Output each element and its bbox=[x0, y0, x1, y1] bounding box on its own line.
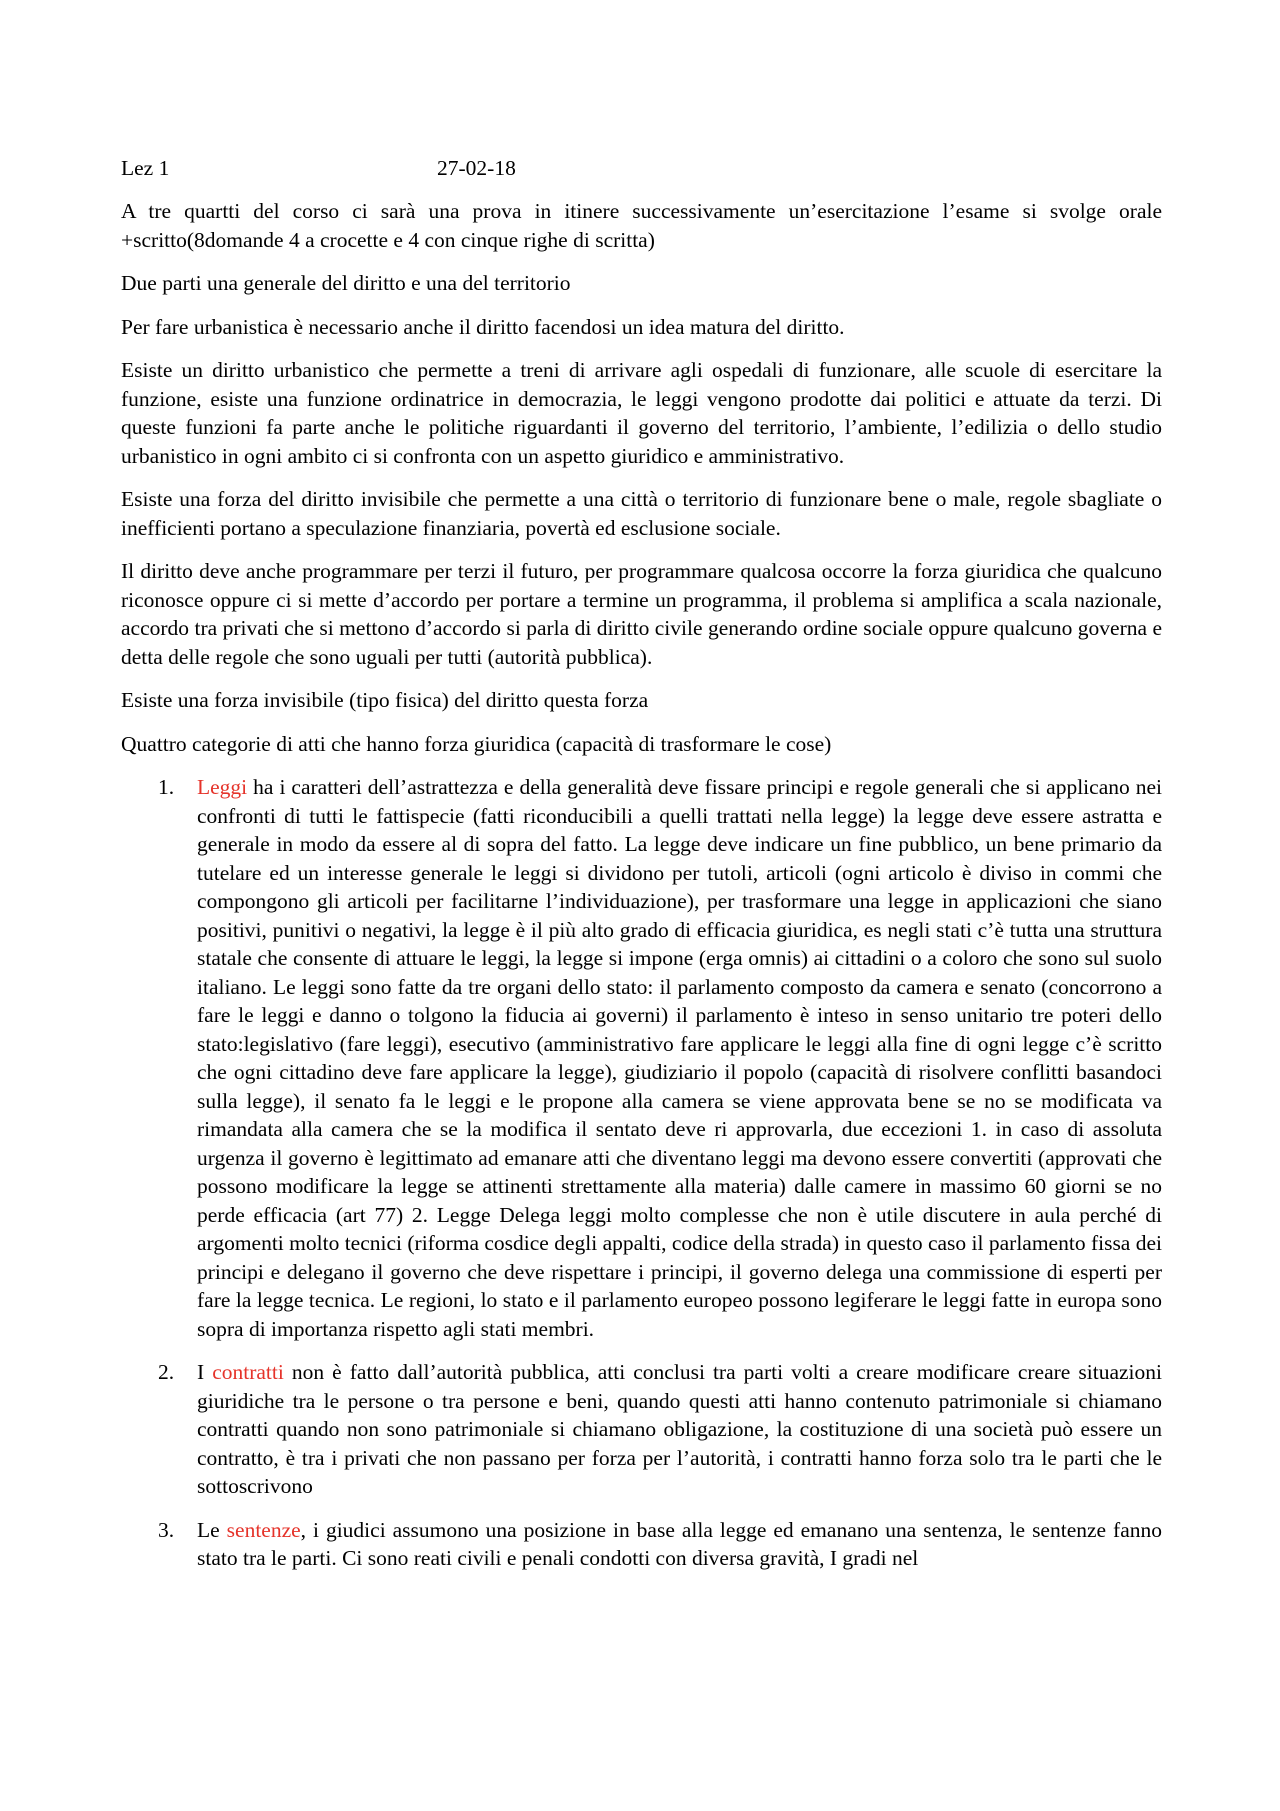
lesson-date: 27-02-18 bbox=[437, 156, 516, 180]
categories-list bbox=[121, 773, 1162, 1573]
list-item-leggi bbox=[121, 773, 1162, 1343]
document-body bbox=[121, 154, 1162, 1573]
list-item-contratti bbox=[121, 1358, 1162, 1501]
highlighted-term-contratti: contratti bbox=[212, 1360, 284, 1384]
paragraph-programmare: Il diritto deve anche programmare per terzi il futuro, per programmare qualcosa occorre la forza giuridica che qualcuno riconosce oppure ci si mette d’accordo per portare a termine un programma, il problema si amplifica a scala nazionale, accordo tra privati che si mettono d’accordo si parla di diritto civile generando ordine sociale oppure qualcuno governa e detta delle regole che sono uguali per tutti (autorità pubblica). bbox=[121, 559, 1162, 669]
lesson-header bbox=[121, 154, 1162, 182]
list-number: 3. bbox=[158, 1517, 175, 1542]
list-number: 2. bbox=[158, 1360, 175, 1384]
paragraph-forza-invisibile: Esiste una forza del diritto invisibile che permette a una città o territorio di funzionare bene o male, regole sbagliate o inefficienti portano a speculazione finanziaria, povertà ed esclusione sociale. bbox=[121, 487, 1162, 540]
list-item-text: non è fatto dall’autorità pubblica, atti conclusi tra parti volti a creare modificare creare situazioni giuridiche tra le persone o tra persone e beni, quando questi atti hanno contenuto patrimoniale si chiamano contratti quando non sono patrimoniale si chiamano obligazione, la costituzione di una società può essere un contratto, è tra i privati che non passano per forza per l’autorità, i contratti hanno forza solo tra le parti che le sottoscrivono bbox=[197, 1360, 1162, 1498]
list-item-prefix: I bbox=[197, 1360, 213, 1384]
list-number: 1. bbox=[158, 775, 175, 799]
paragraph-quattro-categorie: Quattro categorie di atti che hanno forza giuridica (capacità di trasformare le cose) bbox=[121, 731, 832, 756]
paragraph-forza-fisica: Esiste una forza invisibile (tipo fisica) del diritto questa forza bbox=[121, 688, 649, 712]
list-item-prefix: Le bbox=[197, 1517, 227, 1542]
paragraph-exam-info: A tre quartti del corso ci sarà una prova in itinere successivamente un’esercitazione l’esame si svolge orale +scritto(8domande 4 a crocette e 4 con cinque righe di scritta) bbox=[121, 199, 1162, 252]
highlighted-term-sentenze: sentenze bbox=[226, 1517, 301, 1542]
paragraph-two-parts: Due parti una generale del diritto e una del territorio bbox=[121, 271, 571, 295]
lesson-number: Lez 1 bbox=[121, 156, 170, 180]
list-item-sentenze bbox=[121, 1516, 1162, 1573]
paragraph-diritto-urbanistico: Esiste un diritto urbanistico che permette a treni di arrivare agli ospedali di funzionare, alle scuole di esercitare la funzione, esiste una funzione ordinatrice in democrazia, le leggi vengono prodotte dai politici e attuate da terzi. Di queste funzioni fa parte anche le politiche riguardanti il governo del territorio, l’ambiente, l’edilizia o dello studio urbanistico in ogni ambito ci si confronta con un aspetto giuridico e amministrativo. bbox=[121, 358, 1162, 468]
paragraph-urbanistica: Per fare urbanistica è necessario anche il diritto facendosi un idea matura del diritto. bbox=[121, 314, 845, 339]
highlighted-term-leggi: Leggi bbox=[197, 775, 248, 799]
list-item-text: , i giudici assumono una posizione in base alla legge ed emanano una sentenza, le sentenze fanno stato tra le parti. Ci sono reati civili e penali condotti con diversa gravità, I gradi nel bbox=[197, 1517, 1162, 1570]
list-item-text: ha i caratteri dell’astrattezza e della generalità deve fissare principi e regole generali che si applicano nei confronti di tutti le fattispecie (fatti riconducibili a quelli trattati nella legge) la legge deve essere astratta e generale in modo da essere al di sopra del fatto. La legge deve indicare un fine pubblico, un bene primario da tutelare ed un interesse generale le leggi si dividono per tutoli, articoli (ogni articolo è diviso in commi che compongono gli articoli per facilitarne l’individuazione), per trasformare una legge in applicazioni che siano positivi, punitivi o negativi, la legge è il più alto grado di efficacia giuridica, es negli stati c’è tutta una struttura statale che consente di attuare le leggi, la legge si impone (erga omnis) ai cittadini o a coloro che sono sul suolo italiano. Le leggi sono fatte da tre organi dello stato: il parlamento composto da camera e senato (concorrono a fare le leggi e danno o tolgono la fiducia ai governi) il parlamento è inteso in senso unitario tre poteri dello stato:legislativo (fare leggi), esecutivo (amministrativo fare applicare le leggi alla fine di ogni legge c’è scritto che ogni cittadino deve fare applicare la legge), giudiziario il popolo (capacità di risolvere conflitti basandoci sulla legge), il senato fa le leggi e le propone alla camera se viene approvata bene se no se modificata va rimandata alla camera che se la modifica il sentato deve ri approvarla, due eccezioni 1. in caso di assoluta urgenza il governo è legittimato ad emanare atti che diventano leggi ma devono essere convertiti (approvati che possono modificare la legge se attinenti strettamente alla materia) dalle camere in massimo 60 giorni se no perde efficacia (art 77) 2. Legge Delega leggi molto complesse che non è utile discutere in aula perché di argomenti molto tecnici (riforma cosdice degli appalti, codice della strada) in questo caso il parlamento fissa dei principi e delegano il governo che deve rispettare i principi, il governo delega una commissione di esperti per fare la legge tecnica. Le regioni, lo stato e il parlamento europeo possono legiferare le leggi fatte in europa sono sopra di importanza rispetto agli stati membri. bbox=[197, 775, 1162, 1341]
